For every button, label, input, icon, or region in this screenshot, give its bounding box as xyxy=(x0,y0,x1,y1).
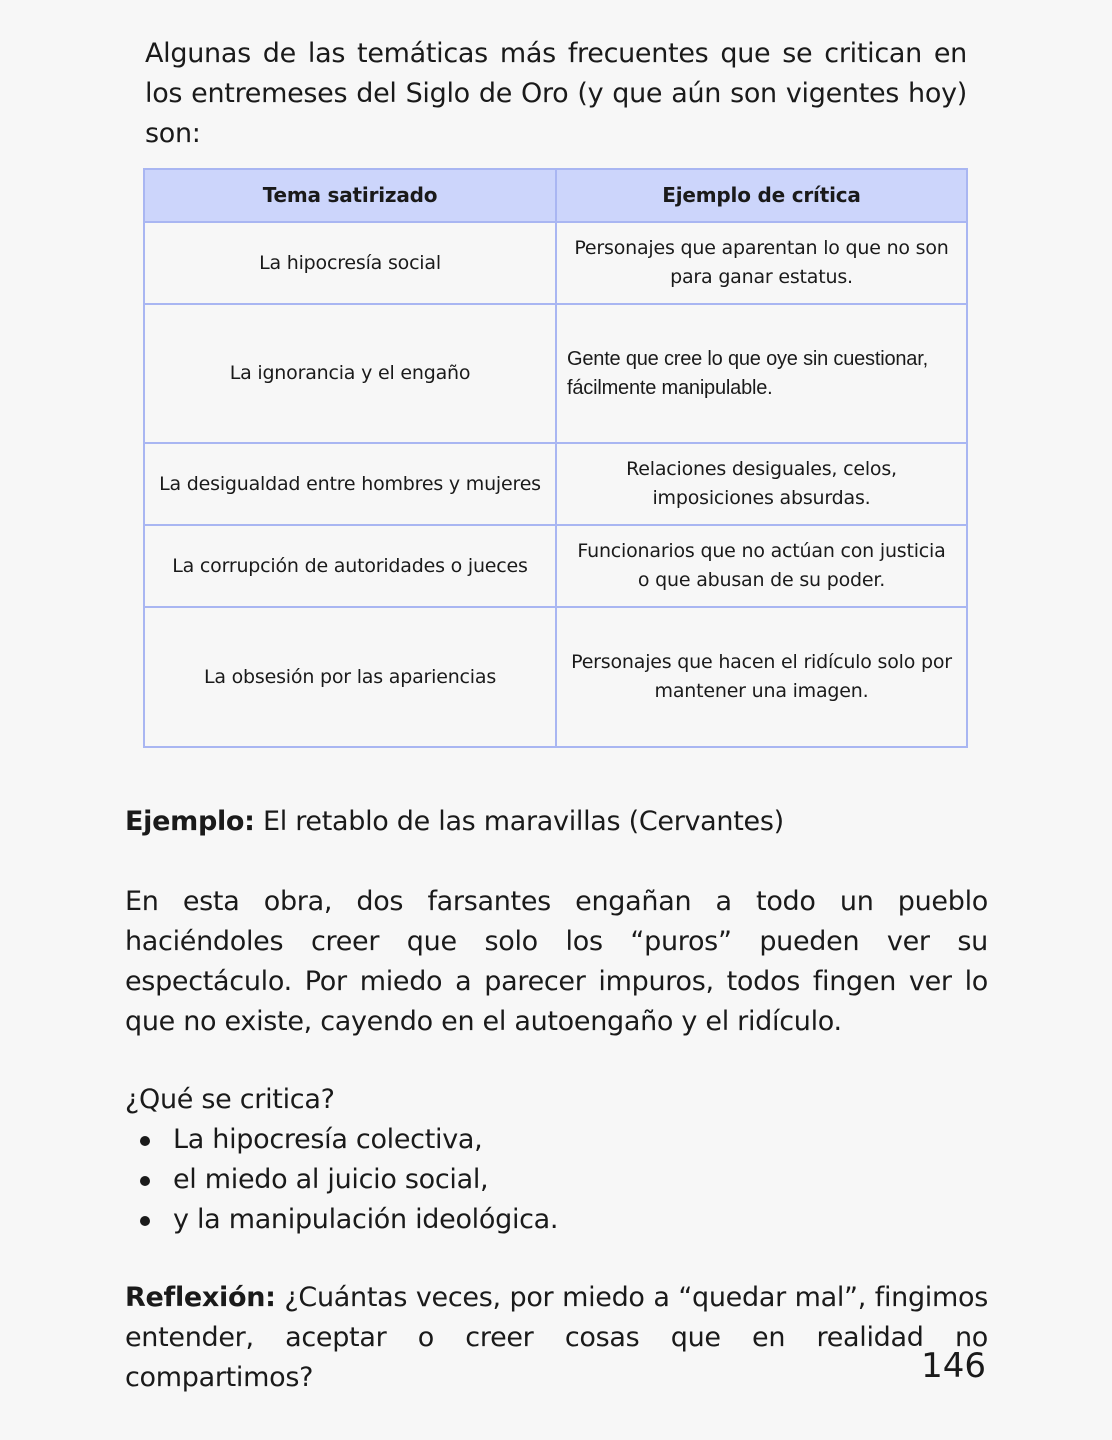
criticism-list xyxy=(125,1120,558,1240)
table-row xyxy=(144,222,967,304)
theme-cell: La ignorancia y el engaño xyxy=(144,304,556,443)
page-number: 146 xyxy=(921,1346,986,1386)
list-item xyxy=(173,1200,558,1240)
list-item-text: La hipocresía colectiva, xyxy=(173,1124,483,1155)
question-heading: ¿Qué se critica? xyxy=(125,1084,335,1115)
table-row xyxy=(144,525,967,607)
example-cell: Personajes que aparentan lo que no son para ganar estatus. xyxy=(556,222,967,304)
theme-cell: La obsesión por las apariencias xyxy=(144,607,556,747)
header-example: Ejemplo de crítica xyxy=(556,169,967,222)
list-item xyxy=(173,1160,558,1200)
list-item-text: y la manipulación ideológica. xyxy=(173,1204,559,1235)
table-row xyxy=(144,304,967,443)
story-paragraph: En esta obra, dos farsantes engañan a todo un pueblo haciéndoles creer que solo los “puros” pueden ver su espectáculo. Por miedo a parecer impuros, todos fingen ver lo que no existe, cayendo en el autoengaño y el ridículo. xyxy=(125,886,988,1037)
example-cell: Gente que cree lo que oye sin cuestionar, fácilmente manipulable. xyxy=(556,304,967,443)
example-cell: Relaciones desiguales, celos, imposiciones absurdas. xyxy=(556,443,967,525)
bullet-icon xyxy=(140,1216,150,1226)
header-theme: Tema satirizado xyxy=(144,169,556,222)
theme-cell: La desigualdad entre hombres y mujeres xyxy=(144,443,556,525)
table-row xyxy=(144,607,967,747)
list-item xyxy=(173,1120,558,1160)
satire-themes-table xyxy=(143,168,968,748)
example-heading xyxy=(125,802,988,842)
reflection-paragraph xyxy=(125,1278,988,1398)
example-label: Ejemplo: xyxy=(125,806,255,837)
reflection-label: Reflexión: xyxy=(125,1282,276,1313)
list-item-text: el miedo al juicio social, xyxy=(173,1164,489,1195)
theme-cell: La corrupción de autoridades o jueces xyxy=(144,525,556,607)
table-header-row xyxy=(144,169,967,222)
bullet-icon xyxy=(140,1136,150,1146)
example-cell: Personajes que hacen el ridículo solo por mantener una imagen. xyxy=(556,607,967,747)
reflection-text: ¿Cuántas veces, por miedo a “quedar mal”, fingimos entender, aceptar o creer cosas que en realidad no compartimos? xyxy=(125,1282,988,1393)
example-title: El retablo de las maravillas (Cervantes) xyxy=(254,806,784,837)
table-row xyxy=(144,443,967,525)
theme-cell: La hipocresía social xyxy=(144,222,556,304)
example-cell: Funcionarios que no actúan con justicia o que abusan de su poder. xyxy=(556,525,967,607)
bullet-icon xyxy=(140,1176,150,1186)
intro-paragraph: Algunas de las temáticas más frecuentes que se critican en los entremeses del Siglo de Oro (y que aún son vigentes hoy) son: xyxy=(145,38,967,149)
